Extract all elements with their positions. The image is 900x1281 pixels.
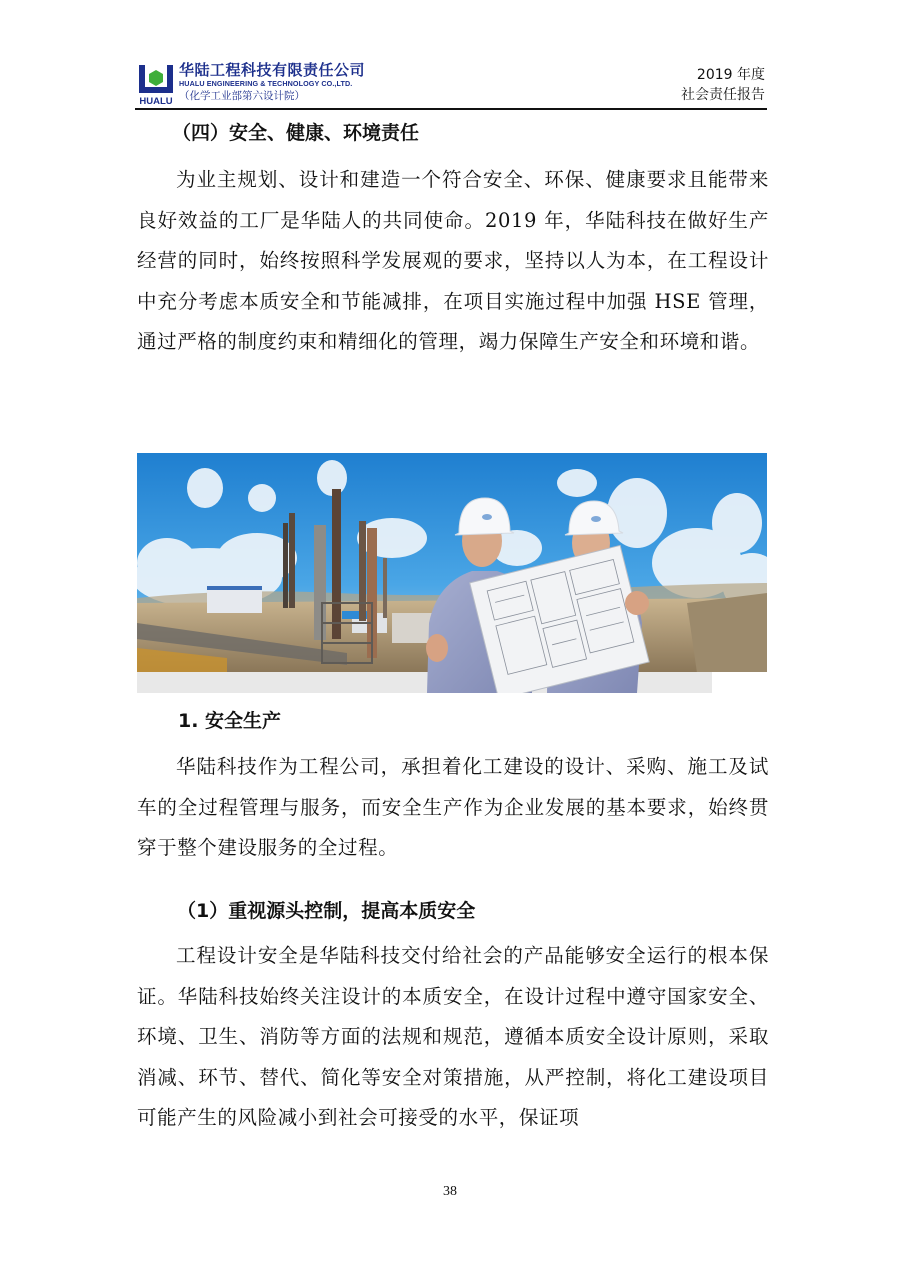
hualu-logo-icon [137,63,175,107]
report-year: 2019 年度 [696,67,765,83]
svg-text:HUALU: HUALU [139,96,173,107]
source-control-paragraph-block [137,936,769,1139]
report-title: 社会责任报告 [681,87,765,103]
industrial-plant-photo [137,453,767,693]
source-control-paragraph: 工程设计安全是华陆科技交付给社会的产品能够安全运行的根本保证。华陆科技始终关注设计的本质安全，在设计过程中遵守国家安全、环境、卫生、消防等方面的法规和规范，遵循本质安全设计原则，采取消减、环节、替代、简化等安全对策措施，从严控制，将化工建设项目可能产生的风险减小到社会可接受的水平，保证项 [137,944,769,1129]
company-name-cn: 华陆工程科技有限责任公司 [179,61,366,79]
company-subtitle: （化学工业部第六设计院） [179,90,305,102]
report-meta [681,65,765,105]
section-heading: （四）安全、健康、环境责任 [172,122,420,144]
safety-paragraph: 华陆科技作为工程公司，承担着化工建设的设计、采购、施工及试车的全过程管理与服务，而安全生产作为企业发展的基本要求，始终贯穿于整个建设服务的全过程。 [137,755,769,859]
page-header [135,60,767,110]
safety-paragraph-block [137,747,769,869]
subsection-heading: 1. 安全生产 [178,710,282,732]
header-divider [135,108,767,110]
subsubsection-heading: （1）重视源头控制，提高本质安全 [177,900,476,922]
company-name-block [179,62,365,103]
company-name-en: HUALU ENGINEERING & TECHNOLOGY CO.,LTD. [179,79,353,88]
page-number: 38 [443,1184,457,1199]
intro-paragraph: 为业主规划、设计和建造一个符合安全、环保、健康要求且能带来良好效益的工厂是华陆人的共同使命。2019 年，华陆科技在做好生产经营的同时，始终按照科学发展观的要求，坚持以人为本，在工程设计中充分考虑本质安全和节能减排，在项目实施过程中加强 HSE 管理，通过严格的制度约束和精细化的管理，竭力保障生产安全和环境和谐。 [137,168,769,353]
intro-paragraph-block [137,160,769,363]
